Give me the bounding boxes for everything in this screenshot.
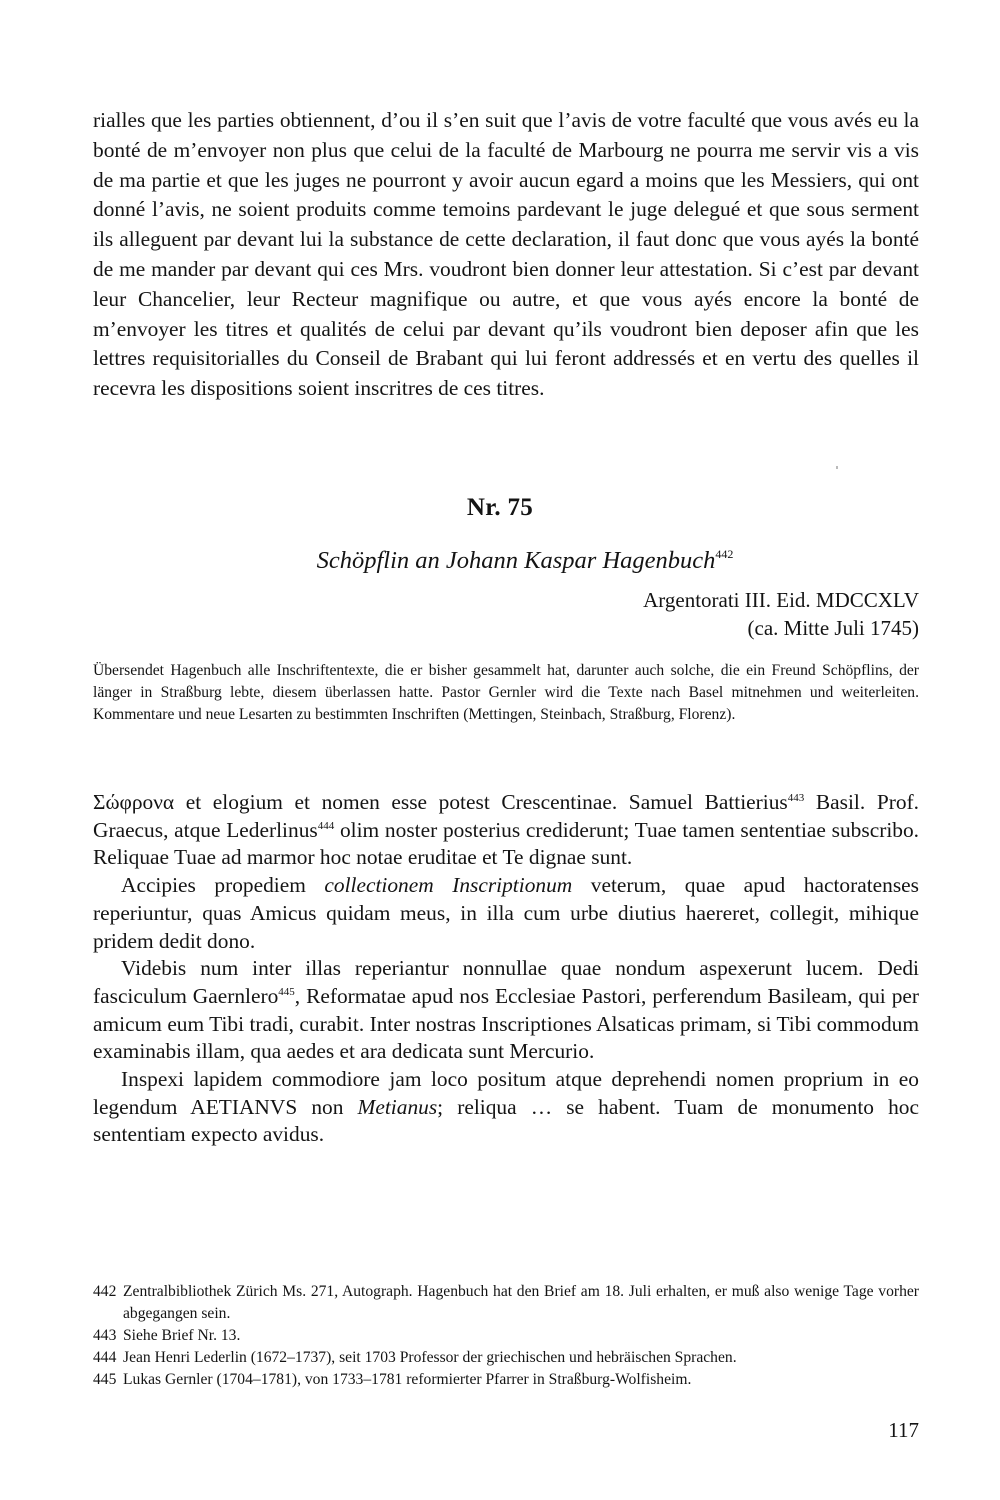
footnote xyxy=(93,1369,919,1391)
body-paragraph-4 xyxy=(93,1066,919,1149)
footnote-ref-444: 444 xyxy=(317,819,335,832)
body-paragraph-1 xyxy=(93,789,919,872)
footnote-ref-442: 442 xyxy=(715,547,734,561)
body-paragraph-2 xyxy=(93,872,919,955)
letter-place-date xyxy=(93,586,919,642)
text-span: olim noster posterius crediderunt; Tuae tamen sententiae subscribo. Reliquae Tuae ad marmor hoc notae eruditae et Te dignae sunt. xyxy=(93,817,919,870)
footnote xyxy=(93,1281,919,1325)
italic-text: Metianus xyxy=(357,1094,438,1119)
continued-paragraph: rialles que les parties obtiennent, d’ou il s’en suit que l’avis de votre faculté que vous avés eu la bonté de m’envoyer non plus que celui de la faculté de Marbourg ne pourra me servir vis a vis de ma partie et que les juges ne pourront y avoir aucun egard a moins que les Messiers, qui ont donné l’avis, ne soient produits comme temoins pardevant le juge delegué et que sous serment ils alleguent par devant lui la substance de cette declaration, il faut donc que vous ayés la bonté de me mander par devant qui ces Mrs. voudront bien donner leur attestation. Si c’est par devant leur Chancelier, leur Recteur magnifique ou autre, et que vous ayés encore la bonté de m’envoyer les titres et qualités de celui par devant qu’ils voudront bien deposer afin que les lettres requisitorialles du Conseil de Brabant qui lui feront addressés et en vertu des quelles il recevra les dispositions soient inscritres de ces titres. xyxy=(93,108,919,401)
place-date-line: Argentorati III. Eid. MDCCXLV xyxy=(643,588,919,612)
print-speck xyxy=(836,466,838,469)
italic-text: collectionem Inscriptionum xyxy=(324,873,573,898)
footnote-number: 443 xyxy=(93,1327,117,1344)
footnote xyxy=(93,1347,919,1369)
page-number: 117 xyxy=(888,1418,919,1442)
text-span: Basil. Prof. Graecus, atque Lederlinus xyxy=(93,790,920,842)
footnotes xyxy=(93,1281,919,1391)
footnote-text: Jean Henri Lederlin (1672–1737), seit 1703 Professor der griechischen und hebräischen Sprachen. xyxy=(123,1349,737,1366)
footnote-number: 445 xyxy=(93,1371,117,1388)
text-span: Videbis num inter illas reperiantur nonnullae quae nondum aspexerunt lucem. Dedi fasciculum Gaernlero xyxy=(93,956,919,1008)
text-span: veterum, quae apud hactoratenses reperiuntur, quas Amicus quidam meus, in illa cum urbe diutius haereret, collegit, mihique pridem dedit dono. xyxy=(93,873,919,953)
date-note: (ca. Mitte Juli 1745) xyxy=(747,616,919,640)
footnote-text: Lukas Gernler (1704–1781), von 1733–1781 reformierter Pfarrer in Straßburg-Wolfisheim. xyxy=(123,1371,692,1388)
footnote xyxy=(93,1325,919,1347)
letter-title xyxy=(0,547,1000,575)
body-paragraph-3 xyxy=(93,955,919,1066)
letter-number: Nr. 75 xyxy=(466,494,534,521)
footnote-text: Zentralbibliothek Zürich Ms. 271, Autograph. Hagenbuch hat den Brief am 18. Juli erhalten, er muß also wenige Tage vorher abgegangen sein. xyxy=(123,1283,919,1322)
footnote-ref-443: 443 xyxy=(787,792,805,804)
footnote-number: 444 xyxy=(93,1349,117,1366)
text-span: Σώφρονα et elogium et nomen esse potest Crescentinae. Samuel Battierius xyxy=(93,790,788,814)
text-span: , Reformatae apud nos Ecclesiae Pastori, perferendum Basileam, qui per amicum eum Tibi tradi, curabit. Inter nostras Inscriptiones Alsaticas primam, si Tibi commodum examinabis illam, qua aedes et ara dedicata sunt Mercurio. xyxy=(93,983,920,1064)
footnote-text: Siehe Brief Nr. 13. xyxy=(123,1327,241,1344)
footnote-number: 442 xyxy=(93,1283,117,1300)
footnote-ref-445: 445 xyxy=(278,985,295,998)
text-span: Accipies propediem xyxy=(121,873,325,898)
letter-summary: Übersendet Hagenbuch alle Inschriftentexte, die er bisher gesammelt hat, darunter auch solche, die ein Freund Schöpflins, der länger in Straßburg lebte, diesem überlassen hatte. Pastor Gernler wird die Texte nach Basel mitnehmen und weiterleiten. Kommentare und neue Lesarten zu bestimmten Inschriften (Mettingen, Steinbach, Straßburg, Florenz). xyxy=(93,662,919,724)
letter-body xyxy=(93,789,919,1149)
text-span: ; reliqua … se habent. Tuam de monumento hoc sententiam expecto avidus. xyxy=(93,1094,919,1147)
text-span: Inspexi lapidem commodiore jam loco positum atque deprehendi nomen proprium in eo legendum AETIANVS non xyxy=(93,1067,919,1119)
letter-title-text: Schöpflin an Johann Kaspar Hagenbuch xyxy=(316,547,716,574)
